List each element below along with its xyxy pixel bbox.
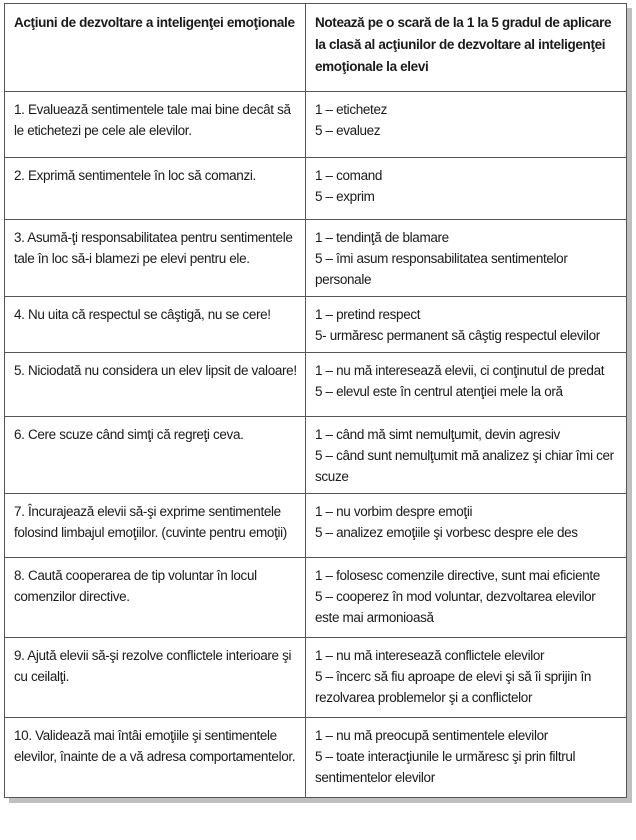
scale-5-text: 5 – elevul este în centrul atenţiei mele la oră (315, 384, 563, 399)
scale-1-text: 1 – etichetez (315, 102, 388, 117)
scale-5-text: 5 – încerc să fiu aproape de elevi şi să îi sprijin în rezolvarea problemelor şi a conflictelor (315, 669, 592, 705)
action-cell: 4. Nu uita că respectul se câştigă, nu se cere! (5, 297, 306, 353)
header-scale: Notează pe o scară de la 1 la 5 gradul de aplicare la clasă al acţiunilor de dezvoltare al inteligenţei emoţionale la elevi (306, 4, 627, 92)
table-row (5, 92, 627, 158)
header-actions: Acţiuni de dezvoltare a inteligenţei emoţionale (5, 4, 306, 92)
scale-cell (306, 220, 627, 297)
header-row (5, 4, 627, 92)
scale-cell (306, 158, 627, 220)
scale-1-text: 1 – pretind respect (315, 307, 421, 322)
table-row (5, 718, 627, 798)
scale-5-text: 5 – exprim (315, 189, 375, 204)
scale-5-text: 5 – când sunt nemulţumit mă analizez şi chiar îmi cer scuze (315, 448, 614, 484)
table-row (5, 297, 627, 353)
action-cell: 3. Asumă-ţi responsabilitatea pentru sentimentele tale în loc să-i blamezi pe elevi pentru ele. (5, 220, 306, 297)
table-row (5, 638, 627, 718)
table-row (5, 417, 627, 494)
table-row (5, 220, 627, 297)
scale-5-text: 5- urmăresc permanent să câştig respectul elevilor (315, 328, 600, 343)
scale-1-text: 1 – comand (315, 168, 383, 183)
table-row (5, 558, 627, 638)
scale-5-text: 5 – toate interacţiunile le urmăresc şi prin filtrul sentimentelor elevilor (315, 749, 576, 785)
action-cell: 5. Niciodată nu considera un elev lipsit de valoare! (5, 353, 306, 417)
scale-1-text: 1 – nu mă preocupă sentimentele elevilor (315, 728, 548, 743)
scale-cell (306, 92, 627, 158)
action-cell: 7. Încurajează elevii să-şi exprime sentimentele folosind limbajul emoţiilor. (cuvinte pentru emoţii) (5, 494, 306, 558)
scale-1-text: 1 – nu vorbim despre emoţii (315, 504, 473, 519)
emotional-intelligence-table (4, 3, 627, 798)
scale-cell (306, 353, 627, 417)
action-cell: 2. Exprimă sentimentele în loc să comanzi. (5, 158, 306, 220)
table-row (5, 158, 627, 220)
scale-1-text: 1 – nu mă interesează conflictele elevilor (315, 648, 545, 663)
scale-1-text: 1 – când mă simt nemulţumit, devin agresiv (315, 427, 560, 442)
scale-1-text: 1 – folosesc comenzile directive, sunt mai eficiente (315, 568, 600, 583)
scale-5-text: 5 – analizez emoţiile şi vorbesc despre ele des (315, 525, 578, 540)
scale-5-text: 5 – îmi asum responsabilitatea sentimentelor personale (315, 251, 568, 287)
scale-cell (306, 494, 627, 558)
scale-5-text: 5 – evaluez (315, 123, 381, 138)
action-cell: 1. Evaluează sentimentele tale mai bine decât să le etichetezi pe cele ale elevilor. (5, 92, 306, 158)
scale-cell (306, 718, 627, 798)
scale-cell (306, 297, 627, 353)
scale-cell (306, 558, 627, 638)
scale-1-text: 1 – nu mă interesează elevii, ci conţinutul de predat (315, 363, 605, 378)
table-body (5, 92, 627, 798)
scale-5-text: 5 – cooperez în mod voluntar, dezvoltarea elevilor este mai armonioasă (315, 589, 596, 625)
scale-cell (306, 417, 627, 494)
action-cell: 10. Validează mai întâi emoţiile şi sentimentele elevilor, înainte de a vă adresa comportamentelor. (5, 718, 306, 798)
table-row (5, 494, 627, 558)
scale-cell (306, 638, 627, 718)
action-cell: 9. Ajută elevii să-şi rezolve conflictele interioare şi cu ceilalţi. (5, 638, 306, 718)
scale-1-text: 1 – tendinţă de blamare (315, 230, 449, 245)
action-cell: 6. Cere scuze când simţi că regreţi ceva. (5, 417, 306, 494)
table-row (5, 353, 627, 417)
action-cell: 8. Caută cooperarea de tip voluntar în locul comenzilor directive. (5, 558, 306, 638)
